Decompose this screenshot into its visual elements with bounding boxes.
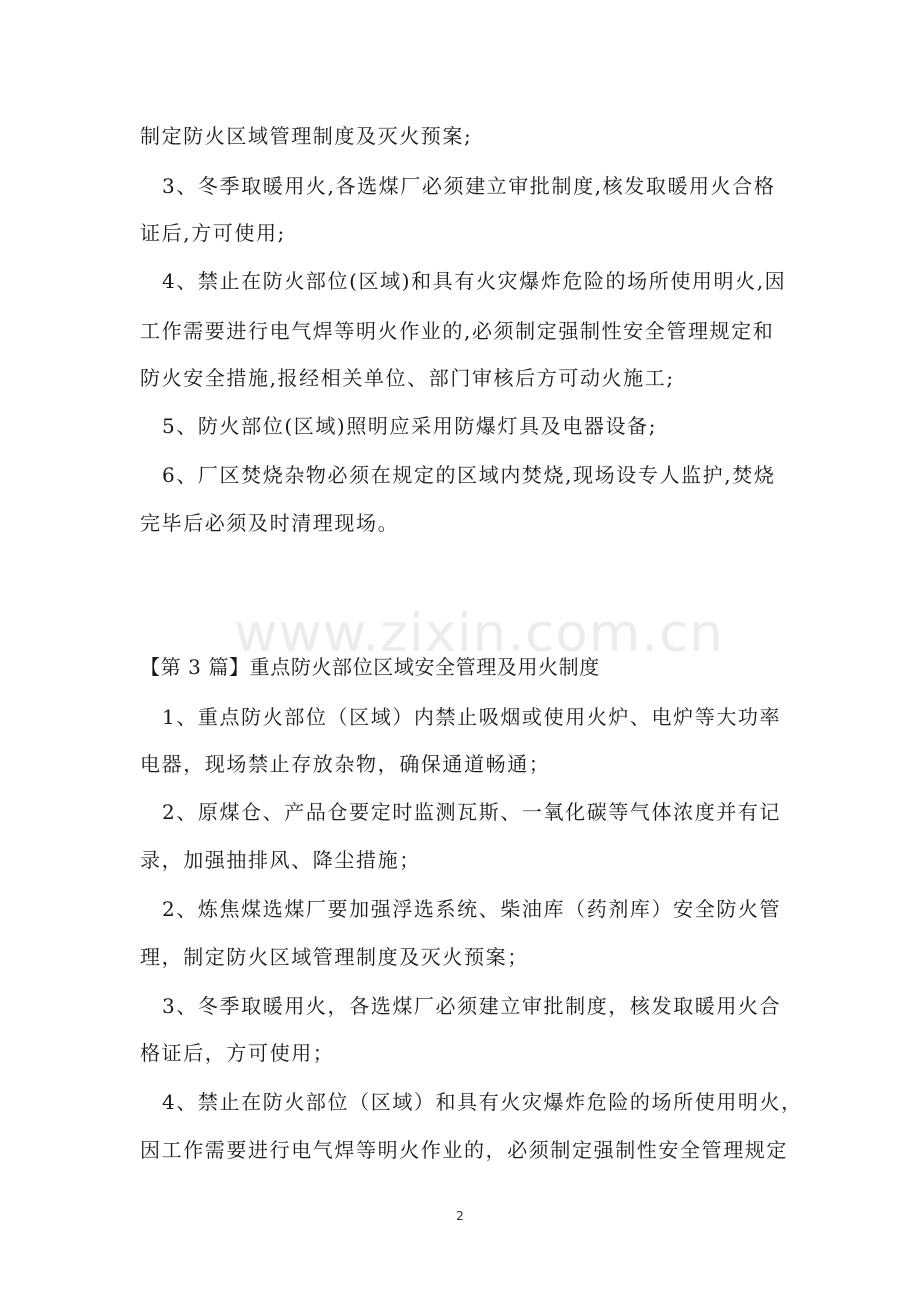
paragraph-line: 3、冬季取暖用火,各选煤厂必须建立审批制度,核发取暖用火合格 bbox=[162, 174, 776, 198]
paragraph-line: 5、防火部位(区域)照明应采用防爆灯具及电器设备; bbox=[162, 414, 658, 438]
page-number: 2 bbox=[456, 1209, 464, 1223]
paragraph-line: 1、重点防火部位（区域）内禁止吸烟或使用火炉、电炉等大功率 bbox=[162, 705, 782, 729]
paragraph-line: 2、炼焦煤选煤厂要加强浮选系统、柴油库（药剂库）安全防火管 bbox=[162, 897, 782, 921]
paragraph-line: 理，制定防火区域管理制度及灭火预案； bbox=[140, 945, 529, 969]
paragraph-line: 6、厂区焚烧杂物必须在规定的区域内焚烧,现场设专人监护,焚烧 bbox=[162, 463, 776, 487]
paragraph-line: 制定防火区域管理制度及灭火预案; bbox=[140, 124, 473, 148]
paragraph-line: 电器，现场禁止存放杂物，确保通道畅通； bbox=[140, 752, 551, 776]
paragraph-line: 录，加强抽排风、降尘措施； bbox=[140, 848, 421, 872]
paragraph-line: 4、禁止在防火部位（区域）和具有火灾爆炸危险的场所使用明火， bbox=[162, 1090, 803, 1114]
paragraph-line: 防火安全措施,报经相关单位、部门审核后方可动火施工; bbox=[140, 366, 675, 390]
paragraph-line: 3、冬季取暖用火，各选煤厂必须建立审批制度，核发取暖用火合 bbox=[162, 994, 782, 1018]
paragraph-line: 工作需要进行电气焊等明火作业的,必须制定强制性安全管理规定和 bbox=[140, 319, 775, 343]
paragraph-line: 证后,方可使用; bbox=[140, 221, 286, 245]
paragraph-line: 格证后，方可使用； bbox=[140, 1041, 335, 1065]
paragraph-line: 4、禁止在防火部位(区域)和具有火灾爆炸危险的场所使用明火,因 bbox=[162, 269, 787, 293]
paragraph-line: 完毕后必须及时清理现场。 bbox=[140, 511, 400, 535]
paragraph-line: 2、原煤仓、产品仓要定时监测瓦斯、一氧化碳等气体浓度并有记 bbox=[162, 800, 782, 824]
section-heading: 【第 3 篇】重点防火部位区域安全管理及用火制度 bbox=[140, 655, 600, 679]
paragraph-line: 因工作需要进行电气焊等明火作业的，必须制定强制性安全管理规定 bbox=[140, 1138, 788, 1162]
watermark: www.zixin.com.cn bbox=[234, 603, 724, 664]
